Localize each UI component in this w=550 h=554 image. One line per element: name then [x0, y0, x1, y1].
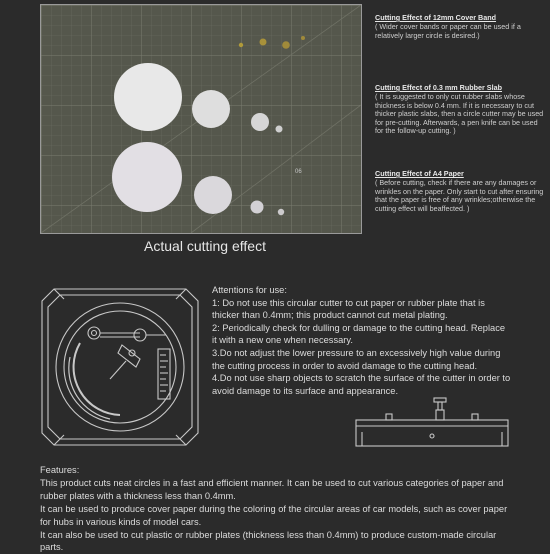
attentions-section	[212, 284, 512, 397]
note-cover-band	[375, 14, 545, 40]
cut-circle-small	[301, 36, 305, 40]
attention-item: 4.Do not use sharp objects to scratch the surface of the cutter in order to avoid damage to its surface and appearance.	[212, 373, 511, 396]
cut-circle-rubber-small	[251, 113, 269, 131]
cut-circle-paper-small	[251, 201, 264, 214]
cut-circle-paper-large	[112, 142, 182, 212]
feature-item: It can be used to produce cover paper during the coloring of the circular areas of car models, such as cover paper for hubs in various kinds of model cars.	[40, 503, 508, 527]
note-title: Cutting Effect of A4 Paper	[375, 169, 464, 178]
cut-circle-paper-tiny	[278, 209, 284, 215]
note-title: Cutting Effect of 12mm Cover Band	[375, 13, 497, 22]
attentions-heading: Attentions for use:	[212, 285, 287, 295]
cutter-top-view-drawing	[40, 287, 200, 447]
attention-item: 2: Periodically check for dulling or damage to the cutting head. Replace it with a new one when necessary.	[212, 322, 506, 346]
feature-item: It can also be used to cut plastic or rubber plates (thickness less than 0.4mm) to produce custom-made circular parts.	[40, 529, 497, 553]
attention-item: 1: Do not use this circular cutter to cut paper or rubber plate that is thicker than 0.4mm; this product cannot cut metal plating.	[212, 297, 485, 321]
features-heading: Features:	[40, 465, 80, 475]
cut-circle-small	[239, 43, 243, 47]
cut-circle-rubber-large	[114, 63, 182, 131]
cut-circle-small	[282, 41, 290, 49]
note-rubber-slab	[375, 84, 545, 135]
feature-item: This product cuts neat circles in a fast and efficient manner. It can be used to cut various categories of paper and rubber plates with a thickness less than 0.4mm.	[40, 477, 504, 501]
note-a4-paper	[375, 170, 545, 213]
note-title: Cutting Effect of 0.3 mm Rubber Slab	[375, 83, 502, 92]
cutting-mat-illustration	[41, 5, 361, 233]
cut-circle-rubber-medium	[192, 90, 230, 128]
note-text: ( Wider cover bands or paper can be used if a relatively larger circle is desired.)	[375, 22, 521, 40]
cutter-side-view-drawing	[352, 386, 512, 448]
cut-circle-rubber-tiny	[276, 126, 283, 133]
photo-caption: Actual cutting effect	[144, 238, 266, 254]
note-text: ( It is suggested to only cut rubber slabs whose thickness is below 0.4 mm. If it is necessary to cut thicker plastic slabs, then a circle cutter may be used for pre-cutting. Afterwards, a pen knife can be used for the follow-up cutting. )	[375, 92, 544, 136]
cutting-effect-photo	[40, 4, 362, 234]
cut-circle-small	[260, 39, 267, 46]
cut-circle-paper-medium	[194, 176, 232, 214]
attention-item: 3.Do not adjust the lower pressure to an excessively high value during the cutting process in order to avoid damage to the cutting head.	[212, 347, 501, 371]
note-text: ( Before cutting, check if there are any damages or wrinkles on the paper. Only start to cut after ensuring that the paper is free of any wrinkles;otherwise the cutting effect will beaffected. )	[375, 178, 544, 213]
features-section	[40, 464, 510, 554]
ruler-mark: 06	[295, 169, 302, 175]
